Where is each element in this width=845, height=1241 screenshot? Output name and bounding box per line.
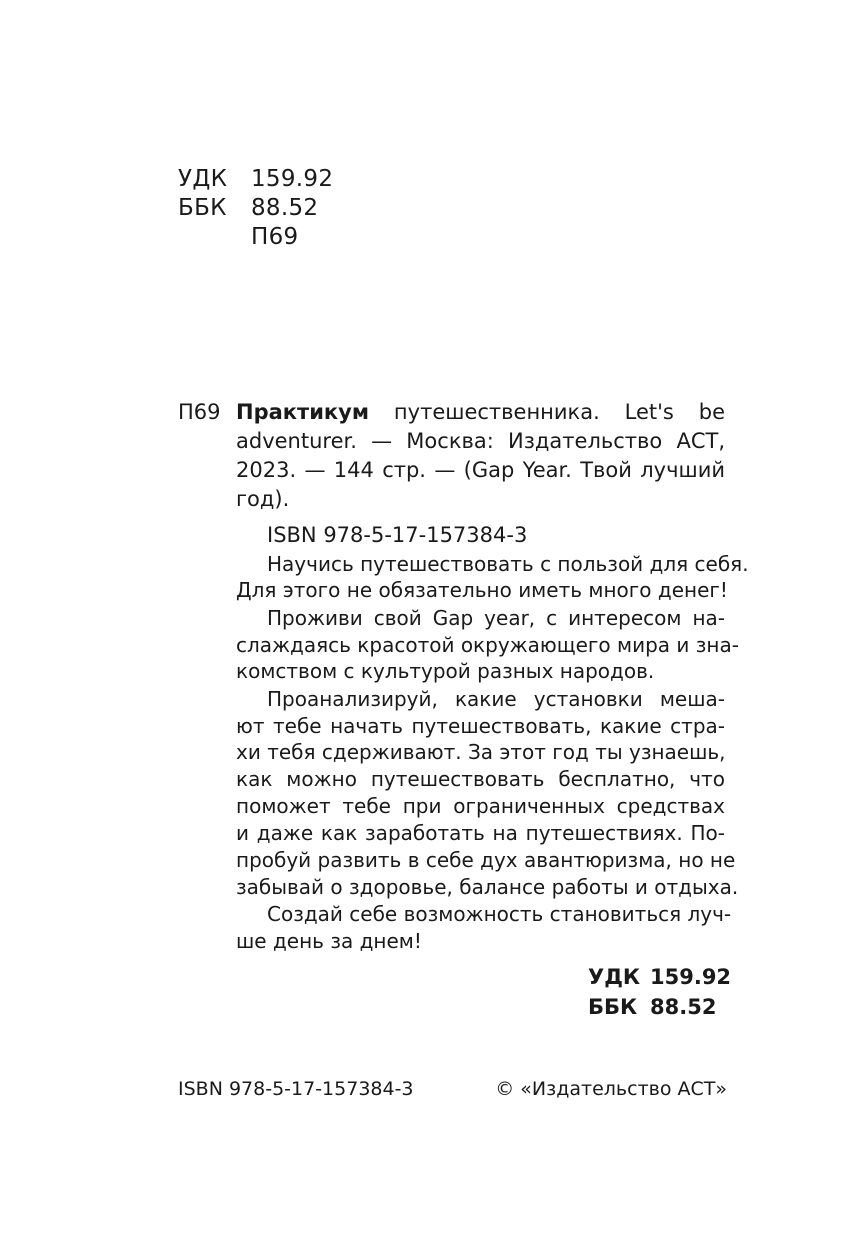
annotation-line: Проживи свой Gap year, с интересом на- xyxy=(267,606,725,630)
annotation-line: поможет тебе при ограниченных средствах xyxy=(236,794,725,818)
annotation-line: пробуй развить в себе дух авантюризма, но не xyxy=(236,848,736,872)
annotation-line: и даже как заработать на путешествиях. По- xyxy=(236,821,725,845)
author-mark: П69 xyxy=(251,224,299,250)
footer-copyright: © «Издательство АСТ» xyxy=(495,1078,727,1100)
annotation-line: как можно путешествовать бесплатно, что xyxy=(236,767,725,791)
udk-label: УДК xyxy=(178,166,228,192)
annotation-line: Для этого не обязательно иметь много денег! xyxy=(236,578,728,602)
udk-label-bold: УДК xyxy=(588,965,641,989)
annotation-line: ют тебе начать путешествовать, какие стра- xyxy=(236,714,725,738)
annotation-line: Научись путешествовать с пользой для себя. xyxy=(267,552,749,576)
udk-value-bold: 159.92 xyxy=(650,965,732,989)
annotation-line: комством с культурой разных народов. xyxy=(236,659,655,683)
bbk-label-bold: ББК xyxy=(588,995,638,1019)
bib-line-4: год). xyxy=(236,487,290,511)
annotation-line: хи тебя сдерживают. За этот год ты узнаешь, xyxy=(236,740,726,764)
annotation-line: слаждаясь красотой окружающего мира и зна- xyxy=(236,633,739,657)
bib-line-1-rest: путешественника. Let's be xyxy=(393,400,725,424)
bib-line-1 xyxy=(236,400,725,424)
annotation-line: Проанализируй, какие установки меша- xyxy=(267,687,725,711)
bbk-value: 88.52 xyxy=(251,195,319,221)
footer-isbn: ISBN 978-5-17-157384-3 xyxy=(178,1078,414,1100)
bib-isbn: ISBN 978-5-17-157384-3 xyxy=(267,523,528,547)
bib-mark: П69 xyxy=(178,400,221,424)
book-title: Практикум xyxy=(236,400,370,424)
bbk-label: ББК xyxy=(178,195,227,221)
bib-line-2: adventurer. — Москва: Издательство АСТ, xyxy=(236,429,725,453)
annotation-line: забывай о здоровье, балансе работы и отдыха. xyxy=(236,875,739,899)
annotation-line: Создай себе возможность становиться луч- xyxy=(267,902,732,926)
bib-line-3: 2023. — 144 стр. — (Gap Year. Твой лучший xyxy=(236,458,725,482)
udk-value: 159.92 xyxy=(251,166,334,192)
annotation-line: ше день за днем! xyxy=(236,929,422,953)
bbk-value-bold: 88.52 xyxy=(650,995,717,1019)
